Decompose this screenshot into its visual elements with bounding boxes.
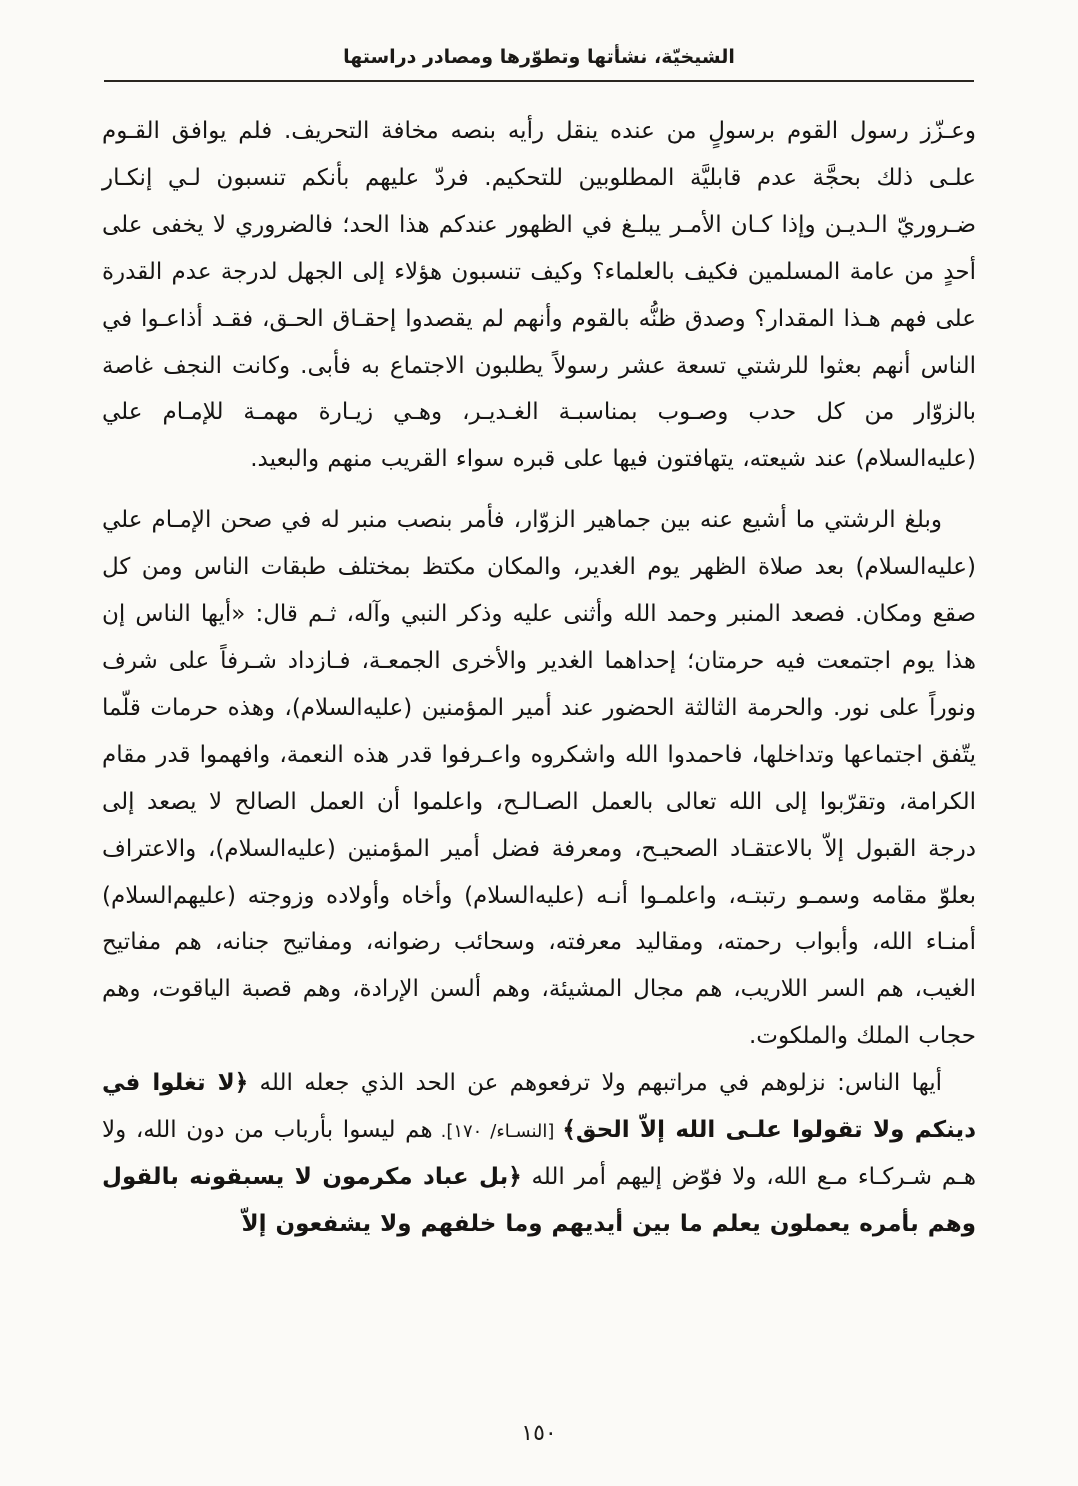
paragraph-3-text-2: هم ليسوا بأرباب من دون الله، ولا هـم شـركـاء مـع الله، ولا فوّض إليهم أمر الله	[102, 1117, 976, 1190]
quran-quote-2: ﴿بل عباد مكرمون لا يسبقونه بالقول وهم بأمره يعملون يعلم ما بين أيديهم وما خلفهم ولا يشفعون إلاّ	[102, 1163, 976, 1237]
page-number: ١٥٠	[521, 1421, 557, 1446]
paragraph-3	[102, 1060, 976, 1248]
running-header-title: الشيخيّة، نشأتها وتطوّرها ومصادر دراستها	[343, 46, 735, 68]
page-body-text	[102, 108, 976, 1248]
verse-reference: [النسـاء/ ١٧٠].	[432, 1121, 563, 1143]
page-header	[102, 46, 976, 82]
page-footer	[102, 1421, 976, 1452]
paragraph-3-text-1: أيها الناس: نزلوهم في مراتبهم ولا ترفعوهم عن الحد الذي جعله الله	[248, 1070, 943, 1097]
quran-quote-1: ﴿لا تغلوا في دينكم ولا تقولوا علـى الله إلاّ الحق﴾	[102, 1070, 976, 1144]
paragraph-1: وعـزّز رسول القوم برسولٍ من عنده ينقل رأيه بنصه مخافة التحريف. فلم يوافق القـوم علـى ذلك بحجَّة عدم قابليَّة المطلوبين للتحكيم. فردّ عليهم بأنكم تنسبون لـي إنكـار ضـروريّ الـديـن وإذا كـان الأمـر يبلـغ في الظهور عندكم هذا الحد؛ فالضروري لا يخفى على أحدٍ من عامة المسلمين فكيف بالعلماء؟ وكيف تنسبون هؤلاء إلى الجهل لدرجة عدم القدرة على فهم هـذا المقدار؟ وصدق ظنُّه بالقوم وأنهم لم يقصدوا إحقـاق الحـق، فقـد أذاعـوا في الناس أنهم بعثوا للرشتي تسعة عشر رسولاً يطلبون الاجتماع به فأبى. وكانت النجف غاصة بالزوّار من كل حدب وصـوب بمناسبـة الغـديـر، وهـي زيـارة مهمـة للإمـام علي (عليه‌السلام) عند شيعته، يتهافتون فيها على قبره سواء القريب منهم والبعيد.	[102, 118, 976, 473]
header-rule	[104, 80, 974, 82]
paragraph-2: وبلغ الرشتي ما أشيع عنه بين جماهير الزوّار، فأمر بنصب منبر له في صحن الإمـام علي (عليه‌السلام) بعد صلاة الظهر يوم الغدير، والمكان مكتظ بمختلف طبقات الناس ومن كل صقع ومكان. فصعد المنبر وحمد الله وأثنى عليه وذكر النبي وآله، ثـم قال: «أيها الناس إن هذا يوم اجتمعت فيه حرمتان؛ إحداهما الغدير والأخرى الجمعـة، فـازداد شـرفاً على شرف ونوراً على نور. والحرمة الثالثة الحضور عند أمير المؤمنين (عليه‌السلام)، وهذه حرمات قلّما يتّفق اجتماعها وتداخلها، فاحمدوا الله واشكروه واعـرفوا قدر هذه النعمة، وافهموا قدر مقام الكرامة، وتقرّبوا إلى الله تعالى بالعمل الصـالـح، واعلموا أن العمل الصالح لا يصعد إلى درجة القبول إلاّ بالاعتقـاد الصحيـح، ومعرفة فضل أمير المؤمنين (عليه‌السلام)، والاعتراف بعلوّ مقامه وسمـو رتبتـه، واعلمـوا أنـه (عليه‌السلام) وأخاه وأولاده وزوجته (عليهم‌السلام) أمنـاء الله، وأبواب رحمته، ومقاليد معرفته، وسحائب رضوانه، ومفاتيح جنانه، هم مفاتيح الغيب، هم السر اللاريب، هم مجال المشيئة، وهم ألسن الإرادة، وهم قصبة الياقوت، وهم حجاب الملك والملكوت.	[102, 507, 976, 1050]
